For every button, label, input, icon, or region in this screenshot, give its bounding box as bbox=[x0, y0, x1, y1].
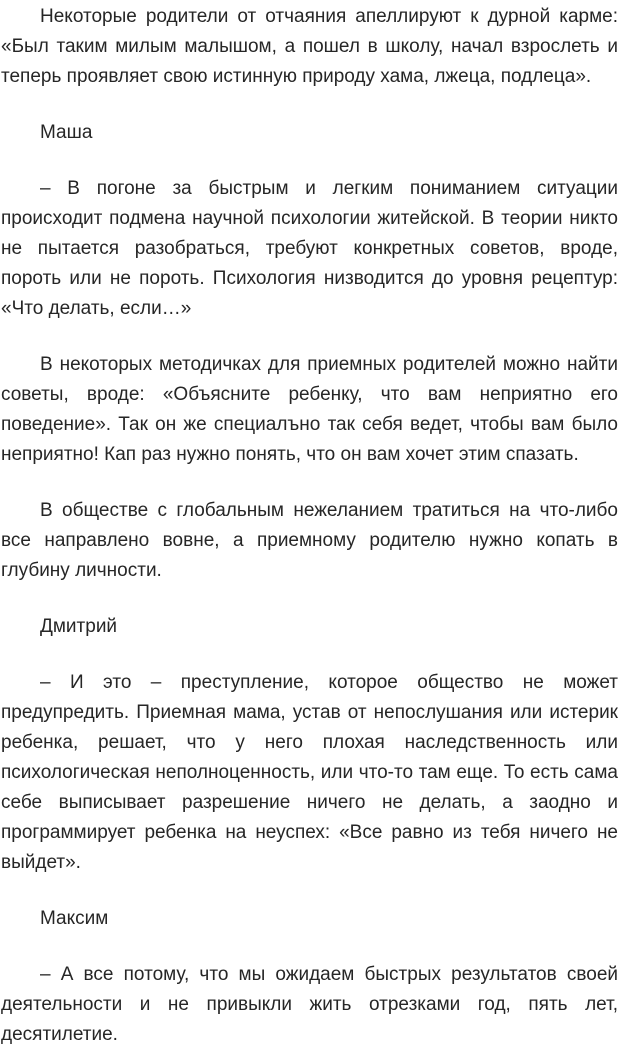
speaker-name: Маша bbox=[40, 122, 93, 143]
paragraph: – И это – преступление, которое общество не может предупредить. Приемная мама, устав от непослушания или истерик ребенка, решает, что у него плохая наследственность или психологическая неполноценность, или что-то там еще. То есть сама себе выписывает разрешение ничего не делать, а заодно и программирует ребенка на неуспех: «Все равно из тебя ничего не выйдет». bbox=[1, 672, 618, 873]
paragraph: Некоторые родители от отчаяния апеллируют к дурной карме: «Был таким милым малышом, а пошел в школу, начал взрослеть и теперь проявляет свою истинную природу хама, лжеца, подлеца». bbox=[1, 6, 618, 87]
paragraph: В некоторых методичках для приемных родителей можно найти советы, вроде: «Объясните ребенку, что вам неприятно его поведение». Так он же специалъно так себя ведет, чтобы вам было неприятно! Кап раз нужно понять, что он вам хочет этим спазать. bbox=[1, 354, 618, 465]
speaker-name: Максим bbox=[40, 908, 109, 929]
paragraph: В обществе с глобальным нежеланием тратиться на что-либо все направлено вовне, а приемному родителю нужно копать в глубину личности. bbox=[1, 500, 618, 581]
paragraph: – В погоне за быстрым и легким пониманием ситуации происходит подмена научной психологии житейской. В теории никто не пытается разобраться, требуют конкретных советов, вроде, пороть или не пороть. Психология низводится до уровня рецептур: «Что делать, если…» bbox=[1, 178, 618, 319]
speaker-name: Дмитрий bbox=[40, 616, 118, 637]
paragraph: – А все потому, что мы ожидаем быстрых результатов своей деятельности и не привыкли жить отрезками год, пять лет, десятилетие. bbox=[1, 964, 618, 1045]
